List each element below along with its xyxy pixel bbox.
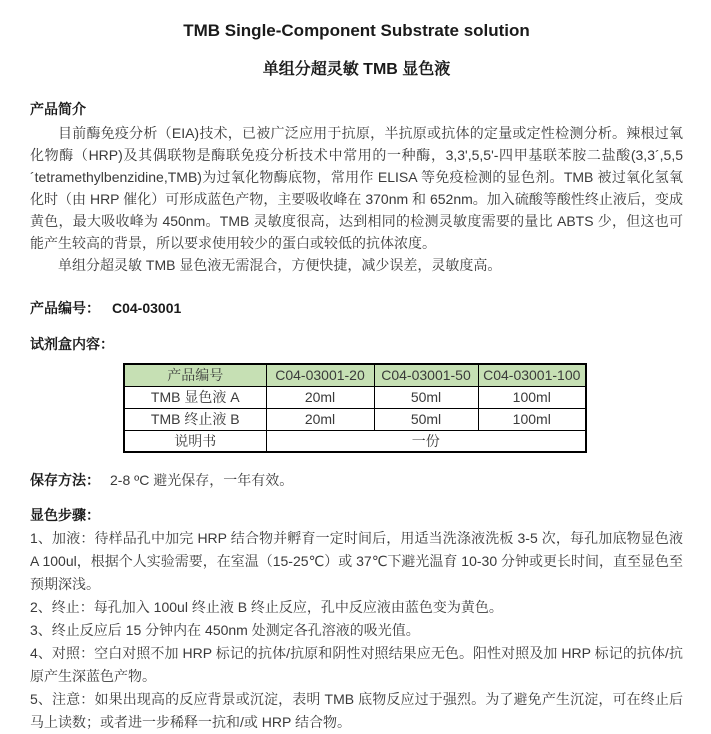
kit-table-manual-label: 说明书 (124, 430, 266, 452)
kit-table-row-0 (124, 386, 586, 408)
product-code-value: C04-03001 (112, 300, 182, 316)
kit-table-cell-0-1: 20ml (266, 386, 374, 408)
kit-table-cell-0-2: 50ml (374, 386, 478, 408)
kit-table-manual-row (124, 430, 586, 452)
intro-paragraph-1: 目前酶免疫分析（EIA)技术，已被广泛应用于抗原，半抗原或抗体的定量或定性检测分析。辣根过氧化物酶（HRP)及其偶联物是酶联免疫分析技术中常用的一种酶，3,3',5,5'-四甲基联苯胺二盐酸(3,3´,5,5´tetramethylbenzidine,TMB)为过氧化物酶底物，常用作 ELISA 等免疫检测的显色剂。TMB 被过氧化氢氧化时（由 HRP 催化）可形成蓝色产物，主要吸收峰在 370nm 和 652nm。加入硫酸等酸性终止液后，变成黄色，最大吸收峰为 450nm。TMB 灵敏度很高，达到相同的检测灵敏度需要的量比 ABTS 少，但这也可能产生较高的背景，所以要求使用较少的蛋白或较低的抗体浓度。 (30, 125, 683, 251)
kit-table-cell-1-1: 20ml (266, 408, 374, 430)
product-code-label: 产品编号： (30, 300, 100, 316)
document-title-english: TMB Single-Component Substrate solution (183, 21, 530, 40)
kit-table-cell-1-3: 100ml (478, 408, 586, 430)
section-heading-product-intro: 产品简介 (30, 101, 86, 117)
steps-list (30, 527, 683, 734)
kit-table-header-cell-1: C04-03001-20 (266, 364, 374, 386)
kit-table-cell-0-0: TMB 显色液 A (124, 386, 266, 408)
kit-table-cell-1-2: 50ml (374, 408, 478, 430)
storage-line (30, 470, 683, 490)
kit-table-cell-1-0: TMB 终止液 B (124, 408, 266, 430)
step-item-4: 4、对照：空白对照不加 HRP 标记的抗体/抗原和阴性对照结果应无色。阳性对照及加 HRP 标记的抗体/抗原产生深蓝色产物。 (30, 645, 683, 684)
step-item-3: 3、终止反应后 15 分钟内在 450nm 处测定各孔溶液的吸光值。 (30, 622, 420, 638)
step-item-5: 5、注意：如果出现高的反应背景或沉淀，表明 TMB 底物反应过于强烈。为了避免产生沉淀，可在终止后马上读数；或者进一步稀释一抗和/或 HRP 结合物。 (30, 691, 683, 730)
document-page (30, 20, 683, 734)
intro-paragraph-2: 单组分超灵敏 TMB 显色液无需混合，方便快捷，减少误差，灵敏度高。 (58, 257, 502, 273)
storage-label: 保存方法： (30, 472, 100, 488)
step-item-2: 2、终止：每孔加入 100ul 终止液 B 终止反应，孔中反应液由蓝色变为黄色。 (30, 599, 503, 615)
section-heading-steps: 显色步骤： (30, 507, 100, 523)
storage-text: 2-8 ºC 避光保存，一年有效。 (110, 472, 294, 488)
kit-table-header-cell-0: 产品编号 (124, 364, 266, 386)
product-code-line (30, 298, 683, 318)
document-title-chinese: 单组分超灵敏 TMB 显色液 (262, 61, 451, 78)
kit-table-header-cell-2: C04-03001-50 (374, 364, 478, 386)
step-item-1: 1、加液：待样品孔中加完 HRP 结合物并孵育一定时间后，用适当洗涤液洗板 3-5 次，每孔加底物显色液 A 100ul，根据个人实验需要，在室温（15-25℃）或 37℃下避光温育 10-30 分钟或更长时间，直至显色至预期深浅。 (30, 530, 684, 592)
kit-table-manual-value: 一份 (266, 430, 586, 452)
kit-table-cell-0-3: 100ml (478, 386, 586, 408)
kit-contents-table-body (124, 364, 586, 452)
kit-contents-table (123, 363, 587, 453)
kit-table-row-1 (124, 408, 586, 430)
kit-table-header-row (124, 364, 586, 386)
section-heading-kit-contents: 试剂盒内容： (30, 336, 114, 352)
kit-table-header-cell-3: C04-03001-100 (478, 364, 586, 386)
